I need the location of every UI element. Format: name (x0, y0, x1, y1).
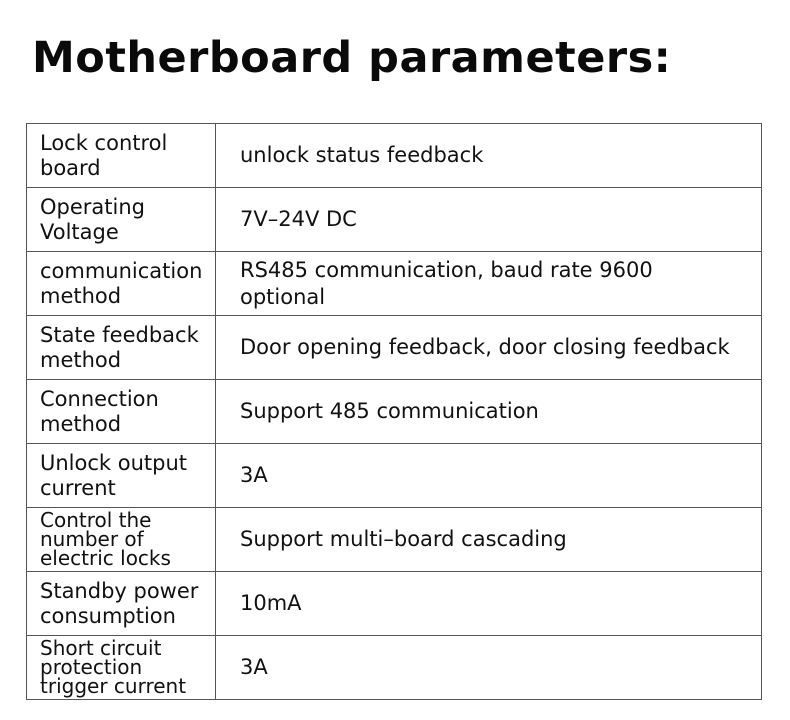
parameter-label: Control the number of electric locks (27, 508, 216, 572)
parameter-label: Connection method (27, 380, 216, 444)
parameter-value-text: 3A (240, 655, 268, 679)
table-row (27, 380, 762, 444)
parameter-value-text: 7V–24V DC (240, 207, 357, 231)
table-row (27, 188, 762, 252)
table-row (27, 444, 762, 508)
parameter-value (216, 508, 762, 572)
parameter-value-text: 3A (240, 463, 268, 487)
parameter-value-text: 10mA (240, 591, 302, 615)
parameters-table (26, 123, 762, 700)
parameter-value (216, 124, 762, 188)
parameter-value-text: RS485 communication, baud rate 9600 optional (240, 257, 660, 309)
page-title: Motherboard parameters: (32, 33, 672, 83)
table-row (27, 316, 762, 380)
table-row (27, 572, 762, 636)
parameter-value (216, 316, 762, 380)
parameter-value (216, 380, 762, 444)
parameter-value-text: Support multi–board cascading (240, 527, 567, 551)
table-row (27, 636, 762, 700)
parameter-label: communication method (27, 252, 216, 316)
table-row (27, 124, 762, 188)
parameter-label: Operating Voltage (27, 188, 216, 252)
parameter-value-text: Door opening feedback, door closing feedback (240, 335, 730, 359)
parameter-value (216, 188, 762, 252)
parameter-value-text: Support 485 communication (240, 399, 539, 423)
table-row (27, 252, 762, 316)
parameter-value (216, 636, 762, 700)
parameter-value (216, 444, 762, 508)
parameter-label: Standby power consumption (27, 572, 216, 636)
parameter-label: Unlock output current (27, 444, 216, 508)
table-row (27, 508, 762, 572)
parameter-label: Lock control board (27, 124, 216, 188)
parameter-value-text: unlock status feedback (240, 143, 484, 167)
parameter-label: Short circuit protection trigger current (27, 636, 216, 700)
parameter-label: State feedback method (27, 316, 216, 380)
parameter-value (216, 572, 762, 636)
parameter-value (216, 252, 762, 316)
